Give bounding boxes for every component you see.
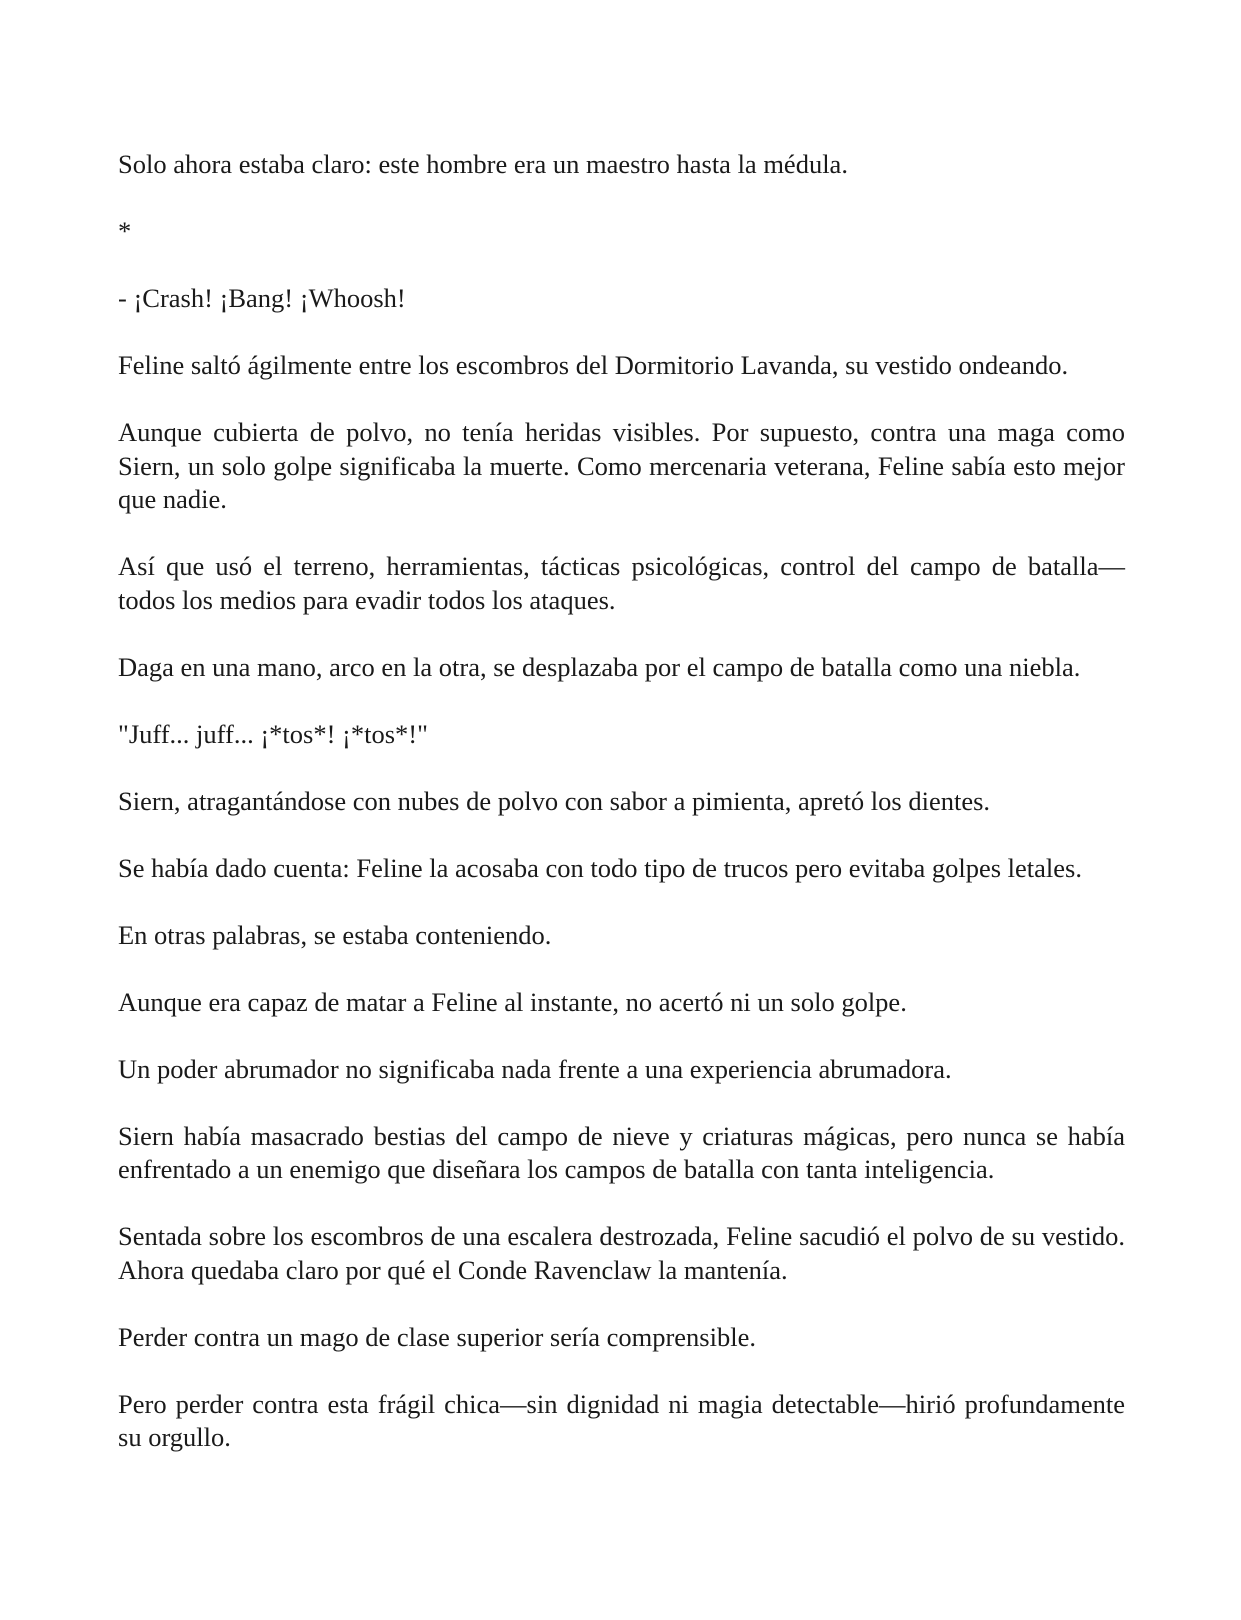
paragraph: En otras palabras, se estaba conteniendo. — [118, 919, 552, 950]
paragraph: Feline saltó ágilmente entre los escombros del Dormitorio Lavanda, su vestido ondeando. — [118, 350, 1069, 380]
dialogue-line: "Juff... juff... ¡*tos*! ¡*tos*!" — [118, 718, 428, 749]
paragraph: Un poder abrumador no significaba nada frente a una experiencia abrumadora. — [118, 1053, 952, 1084]
paragraph: Daga en una mano, arco en la otra, se desplazaba por el campo de batalla como una niebla. — [118, 651, 1081, 682]
paragraph: Aunque cubierta de polvo, no tenía heridas visibles. Por supuesto, contra una maga como Siern, un solo golpe significaba la muerte. Como mercenaria veterana, Feline sabía esto mejor que nadie. — [118, 417, 1125, 514]
paragraph: Solo ahora estaba claro: este hombre era un maestro hasta la médula. — [118, 149, 848, 179]
paragraph: Pero perder contra esta frágil chica—sin dignidad ni magia detectable—hirió profundamente su orgullo. — [118, 1388, 1125, 1452]
document-page — [118, 148, 1125, 1455]
paragraph: - ¡Crash! ¡Bang! ¡Whoosh! — [118, 283, 406, 313]
paragraph: Sentada sobre los escombros de una escalera destrozada, Feline sacudió el polvo de su vestido. Ahora quedaba claro por qué el Conde Ravenclaw la mantenía. — [118, 1221, 1125, 1285]
paragraph: Así que usó el terreno, herramientas, tácticas psicológicas, control del campo de batalla—todos los medios para evadir todos los ataques. — [118, 551, 1125, 615]
paragraph: Siern había masacrado bestias del campo de nieve y criaturas mágicas, pero nunca se había enfrentado a un enemigo que diseñara los campos de batalla con tanta inteligencia. — [118, 1120, 1125, 1184]
paragraph: Siern, atragantándose con nubes de polvo con sabor a pimienta, apretó los dientes. — [118, 785, 991, 816]
scene-break: * — [118, 216, 132, 246]
paragraph: Perder contra un mago de clase superior sería comprensible. — [118, 1321, 756, 1352]
paragraph: Aunque era capaz de matar a Feline al instante, no acertó ni un solo golpe. — [118, 986, 907, 1017]
paragraph: Se había dado cuenta: Feline la acosaba con todo tipo de trucos pero evitaba golpes letales. — [118, 852, 1082, 883]
